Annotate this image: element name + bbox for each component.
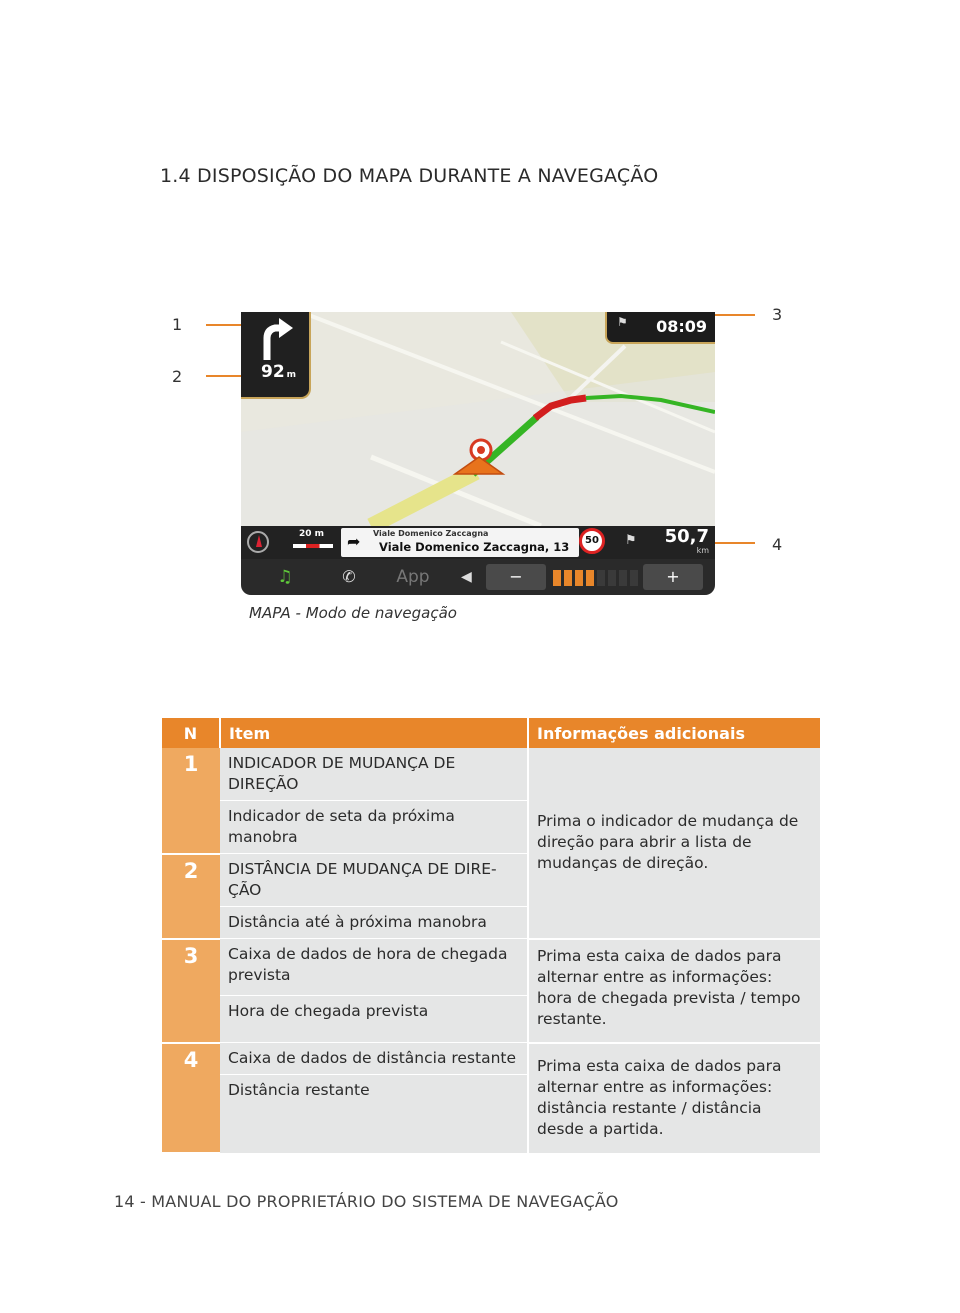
info-1-2: Prima o indicador de mudança de direção para abrir a lista de mudanças de direção.: [528, 748, 820, 939]
current-street: Viale Domenico Zaccagna, 13: [379, 540, 570, 554]
item-title-3: Caixa de dados de hora de chegada prevista: [220, 939, 528, 996]
page-footer: 14 - MANUAL DO PROPRIETÁRIO DO SISTEMA DE NAVEGAÇÃO: [114, 1192, 619, 1211]
info-4: Prima esta caixa de dados para alternar entre as informações: distância restante / distância desde a partida.: [528, 1043, 820, 1153]
remaining-distance: 50,7: [664, 526, 709, 547]
turn-distance-value: 92: [261, 362, 285, 382]
callout-3: 3: [772, 305, 783, 324]
turn-distance: [261, 362, 296, 382]
row-number-3: 3: [162, 939, 220, 1043]
turn-indicator-panel[interactable]: [241, 312, 311, 399]
table-header-row: [162, 718, 820, 748]
item-desc-1: Indicador de seta da próxima manobra: [220, 801, 528, 854]
info-bar: [241, 526, 715, 559]
volume-segment: [586, 570, 594, 586]
table-row: [162, 939, 820, 996]
speed-limit-sign: 50: [579, 528, 605, 554]
next-street: Viale Domenico Zaccagna: [373, 529, 489, 538]
music-note-icon: ♫: [277, 567, 293, 587]
item-title-1: INDICADOR DE MUDANÇA DE DIREÇÃO: [220, 748, 528, 801]
remaining-distance-unit: km: [696, 546, 709, 555]
row-number-1: 1: [162, 748, 220, 854]
info-table: [162, 718, 820, 1154]
volume-plus-button[interactable]: +: [643, 564, 703, 590]
figure-caption: MAPA - Modo de navegação: [249, 604, 457, 622]
turn-distance-unit: m: [286, 370, 297, 380]
table-row: [162, 748, 820, 801]
row-number-4: 4: [162, 1043, 220, 1153]
header-info: Informações adicionais: [528, 718, 820, 748]
header-item: Item: [220, 718, 528, 748]
callout-2: 2: [172, 367, 183, 386]
phone-icon: ✆: [342, 567, 356, 586]
speaker-icon: ◀: [461, 569, 472, 585]
eta-time: 08:09: [656, 317, 707, 336]
item-title-2: DISTÂNCIA DE MUDANÇA DE DIRE- ÇÃO: [220, 854, 528, 907]
street-info-box: [341, 528, 579, 557]
volume-segment: [564, 570, 572, 586]
map-view: [241, 312, 715, 526]
volume-segment: [575, 570, 583, 586]
phone-button[interactable]: [319, 564, 379, 590]
callout-1: 1: [172, 315, 183, 334]
volume-segment: [553, 570, 561, 586]
table-row: [162, 1043, 820, 1075]
item-desc-3: Hora de chegada prevista: [220, 995, 528, 1042]
row-number-2: 2: [162, 854, 220, 939]
distance-flag-icon: ⚑: [625, 533, 637, 548]
app-button[interactable]: App: [396, 567, 430, 587]
button-bar: [241, 559, 715, 595]
volume-segment: [630, 570, 638, 586]
eta-data-box[interactable]: [605, 312, 715, 344]
navigation-screen: [241, 312, 715, 595]
item-desc-2: Distância até à próxima manobra: [220, 907, 528, 939]
section-title: 1.4 DISPOSIÇÃO DO MAPA DURANTE A NAVEGAÇÃO: [160, 165, 659, 187]
compass-icon[interactable]: [247, 531, 269, 553]
info-3: Prima esta caixa de dados para alternar entre as informações: hora de chegada prevista / tempo restante.: [528, 939, 820, 1043]
header-n: N: [162, 718, 220, 748]
scale-label: 20 m: [299, 529, 325, 539]
music-button[interactable]: [255, 564, 315, 590]
volume-segment: [597, 570, 605, 586]
volume-segment: [619, 570, 627, 586]
street-turn-arrow-icon: ➦: [347, 532, 361, 551]
checkered-flag-icon: ⚑: [617, 315, 628, 329]
scale-bar: [293, 544, 333, 548]
item-desc-4: Distância restante: [220, 1075, 528, 1153]
callout-4: 4: [772, 535, 783, 554]
volume-segment: [608, 570, 616, 586]
item-title-4: Caixa de dados de distância restante: [220, 1043, 528, 1075]
turn-right-arrow-icon: [255, 316, 295, 362]
volume-minus-button[interactable]: −: [486, 564, 546, 590]
